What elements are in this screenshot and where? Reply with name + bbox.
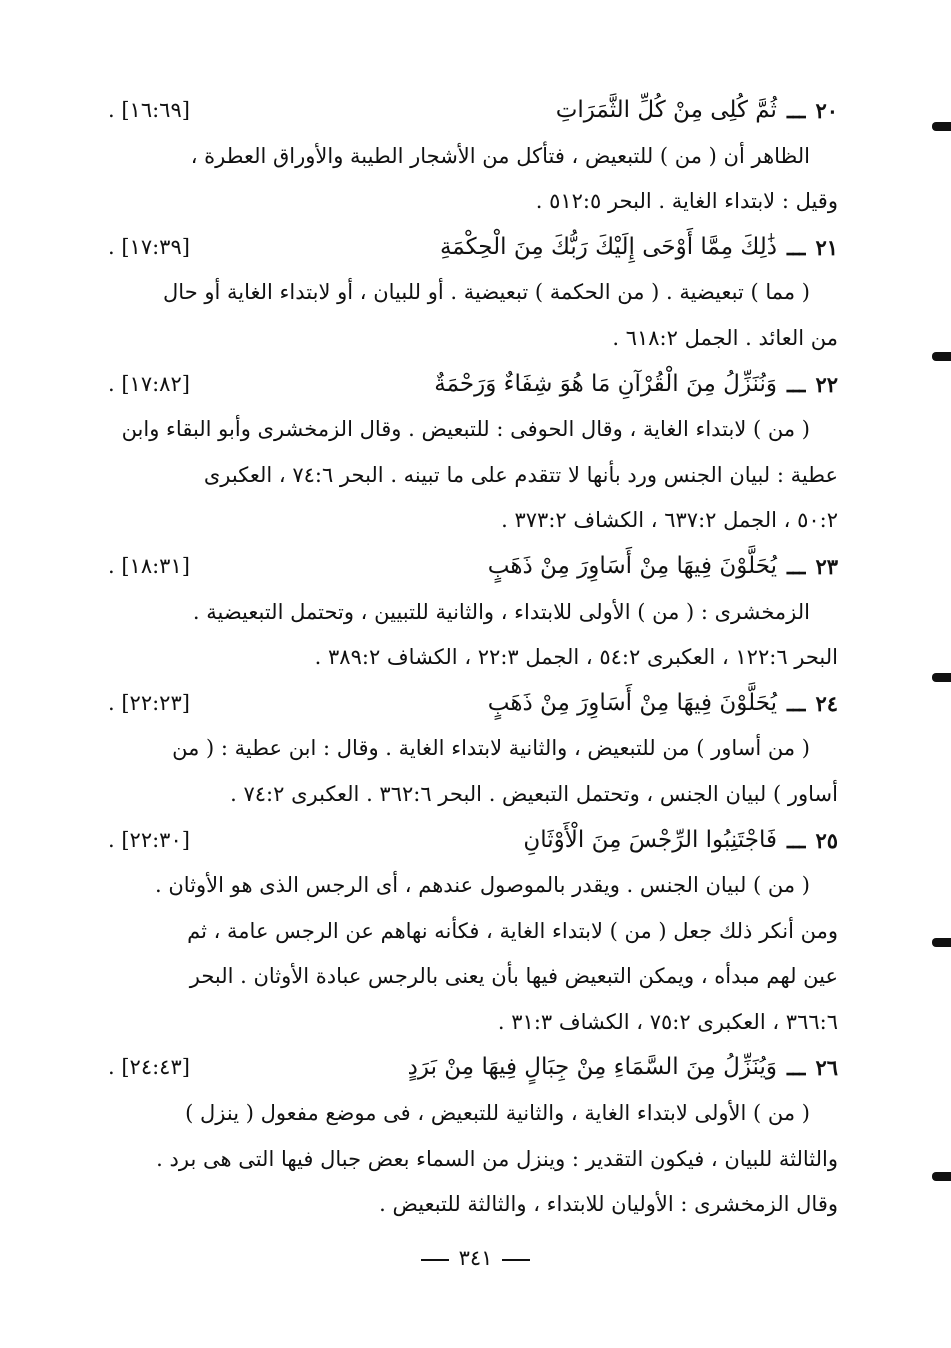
entry-heading-22 (108, 362, 838, 408)
page-body (108, 88, 838, 1228)
entry-head (488, 544, 838, 590)
entry-head (488, 681, 838, 727)
verse-reference: [٢٢:٣٠] . (108, 827, 190, 852)
page-number-dash (502, 1259, 530, 1261)
commentary-line: ( من ) الأولى لابتداء الغاية ، والثانية للتبعيض ، فى موضع مفعول ( ينزل ) (185, 1101, 810, 1126)
commentary-line: وقيل : لابتداء الغاية . البحر ٥١٢:٥ . (535, 189, 838, 214)
verse-reference: [١٨:٣١] . (108, 553, 190, 578)
verse-text: وَيُنَزِّلُ مِنَ السَّمَاءِ مِنْ جِبَالٍ فِيهَا مِنْ بَرَدٍ (407, 1054, 777, 1081)
entry-dash: ـــ (786, 371, 806, 397)
verse-reference: [١٧:٨٢] . (108, 371, 190, 396)
page-number-dash (421, 1259, 449, 1261)
verse-reference: [١٧:٣٩] . (108, 234, 190, 259)
commentary-line: ( من أساور ) من للتبعيض ، والثانية لابتداء الغاية . وقال : ابن عطية : ( من (172, 736, 810, 761)
commentary-line: من العائد . الجمل ٦١٨:٢ . (612, 325, 838, 350)
entry-number: ٢٤ (815, 690, 838, 716)
commentary-line: ( مما ) تبعيضية . ( من الحكمة ) تبعيضية . أو للبيان ، أو لابتداء الغاية أو حال (163, 280, 810, 305)
verse-reference: [١٦:٦٩] . (108, 98, 190, 122)
entry-number: ٢٢ (815, 371, 838, 397)
commentary-line: والثالثة للبيان ، فيكون التقدير : وينزل من السماء بعض جبال فيها التى هى برد . (156, 1146, 838, 1171)
entry-dash: ـــ (786, 690, 806, 716)
entry-number: ٢٦ (815, 1055, 838, 1081)
commentary-line: عين لهم مبدأه ، ويمكن التبعيض فيها بأن يعنى بالرجس عبادة الأوثان . البحر (189, 964, 838, 989)
entry-head (408, 1045, 838, 1091)
page-number (0, 1246, 951, 1270)
entry-head (440, 225, 838, 271)
entry-number: ٢٥ (815, 827, 838, 853)
entry-heading-21 (108, 225, 838, 271)
entry-number: ٢٠ (815, 98, 838, 123)
entry-number: ٢٣ (815, 553, 838, 579)
verse-text: فَاجْتَنِبُوا الرِّجْسَ مِنَ الْأَوْثَانِ (523, 826, 777, 853)
entry-heading-26 (108, 1045, 838, 1091)
scan-edge-mark (932, 673, 951, 682)
commentary-line: ومن أنكر ذلك جعل ( من ) لابتداء الغاية ، فكأنه نهاهم عن الرجس عامة ، ثم (187, 918, 838, 943)
scan-edge-mark (932, 1172, 951, 1181)
commentary-line: وقال الزمخشرى : الأوليان للابتداء ، والثالثة للتبعيض . (379, 1192, 838, 1217)
commentary-line: البحر ١٢٢:٦ ، العكبرى ٥٤:٢ ، الجمل ٢٢:٣ ، الكشاف ٣٨٩:٢ . (314, 645, 838, 670)
entry-number: ٢١ (815, 234, 838, 260)
entry-head (556, 88, 838, 134)
scan-edge-mark (932, 352, 951, 361)
commentary-line: عطية : لبيان الجنس ورد بأنها لا تتقدم على ما تبينه . البحر ٧٤:٦ ، العكبرى (203, 462, 838, 487)
verse-reference: [٢٤:٤٣] . (108, 1055, 190, 1080)
commentary-line: الزمخشرى : ( من ) الأولى للابتداء ، والثانية للتبيين ، وتحتمل التبعيضية . (192, 599, 810, 624)
commentary-line: أساور ) لبيان الجنس ، وتحتمل التبعيض . البحر ٣٦٢:٦ . العكبرى ٧٤:٢ . (230, 781, 838, 806)
entry-head (523, 818, 838, 864)
commentary-line: الظاهر أن ( من ) للتبعيض ، فتأكل من الأشجار الطيبة والأوراق العطرة ، (190, 143, 810, 168)
verse-text: يُحَلَّوْنَ فِيهَا مِنْ أَسَاوِرَ مِنْ ذَهَبٍ (487, 689, 777, 716)
entry-heading-20 (108, 88, 838, 134)
verse-text: يُحَلَّوْنَ فِيهَا مِنْ أَسَاوِرَ مِنْ ذَهَبٍ (487, 552, 777, 579)
commentary-line: ٣٦٦:٦ ، العكبرى ٧٥:٢ ، الكشاف ٣١:٣ . (497, 1009, 838, 1034)
verse-text: ذَٰلِكَ مِمَّا أَوْحَى إِلَيْكَ رَبُّكَ مِنَ الْحِكْمَةِ (439, 233, 777, 260)
verse-text: ثُمَّ كُلِى مِنْ كُلِّ الثَّمَرَاتِ (555, 97, 777, 123)
entry-dash: ـــ (786, 827, 806, 853)
entry-dash: ـــ (786, 553, 806, 579)
entry-dash: ـــ (786, 1055, 806, 1081)
commentary-line: ٥٠:٢ ، الجمل ٦٣٧:٢ ، الكشاف ٣٧٣:٢ . (501, 508, 838, 533)
verse-reference: [٢٢:٢٣] . (108, 690, 190, 715)
commentary-line: ( من ) لبيان الجنس . ويقدر بالموصول عندهم ، أى الرجس الذى هو الأوثان . (154, 873, 810, 898)
scan-edge-mark (932, 122, 951, 131)
entry-dash: ـــ (786, 234, 806, 260)
entry-heading-23 (108, 544, 838, 590)
entry-heading-25 (108, 818, 838, 864)
scan-edge-mark (932, 938, 951, 947)
entry-dash: ـــ (786, 98, 806, 123)
page-number-text: ٣٤١ (458, 1246, 493, 1270)
verse-text: وَنُنَزِّلُ مِنَ الْقُرْآنِ مَا هُوَ شِفَاءٌ وَرَحْمَةٌ (434, 370, 777, 397)
entry-head (434, 362, 838, 408)
entry-heading-24 (108, 681, 838, 727)
commentary-line: ( من ) لابتداء الغاية ، وقال الحوفى : للتبعيض . وقال الزمخشرى وأبو البقاء وابن (121, 417, 810, 442)
